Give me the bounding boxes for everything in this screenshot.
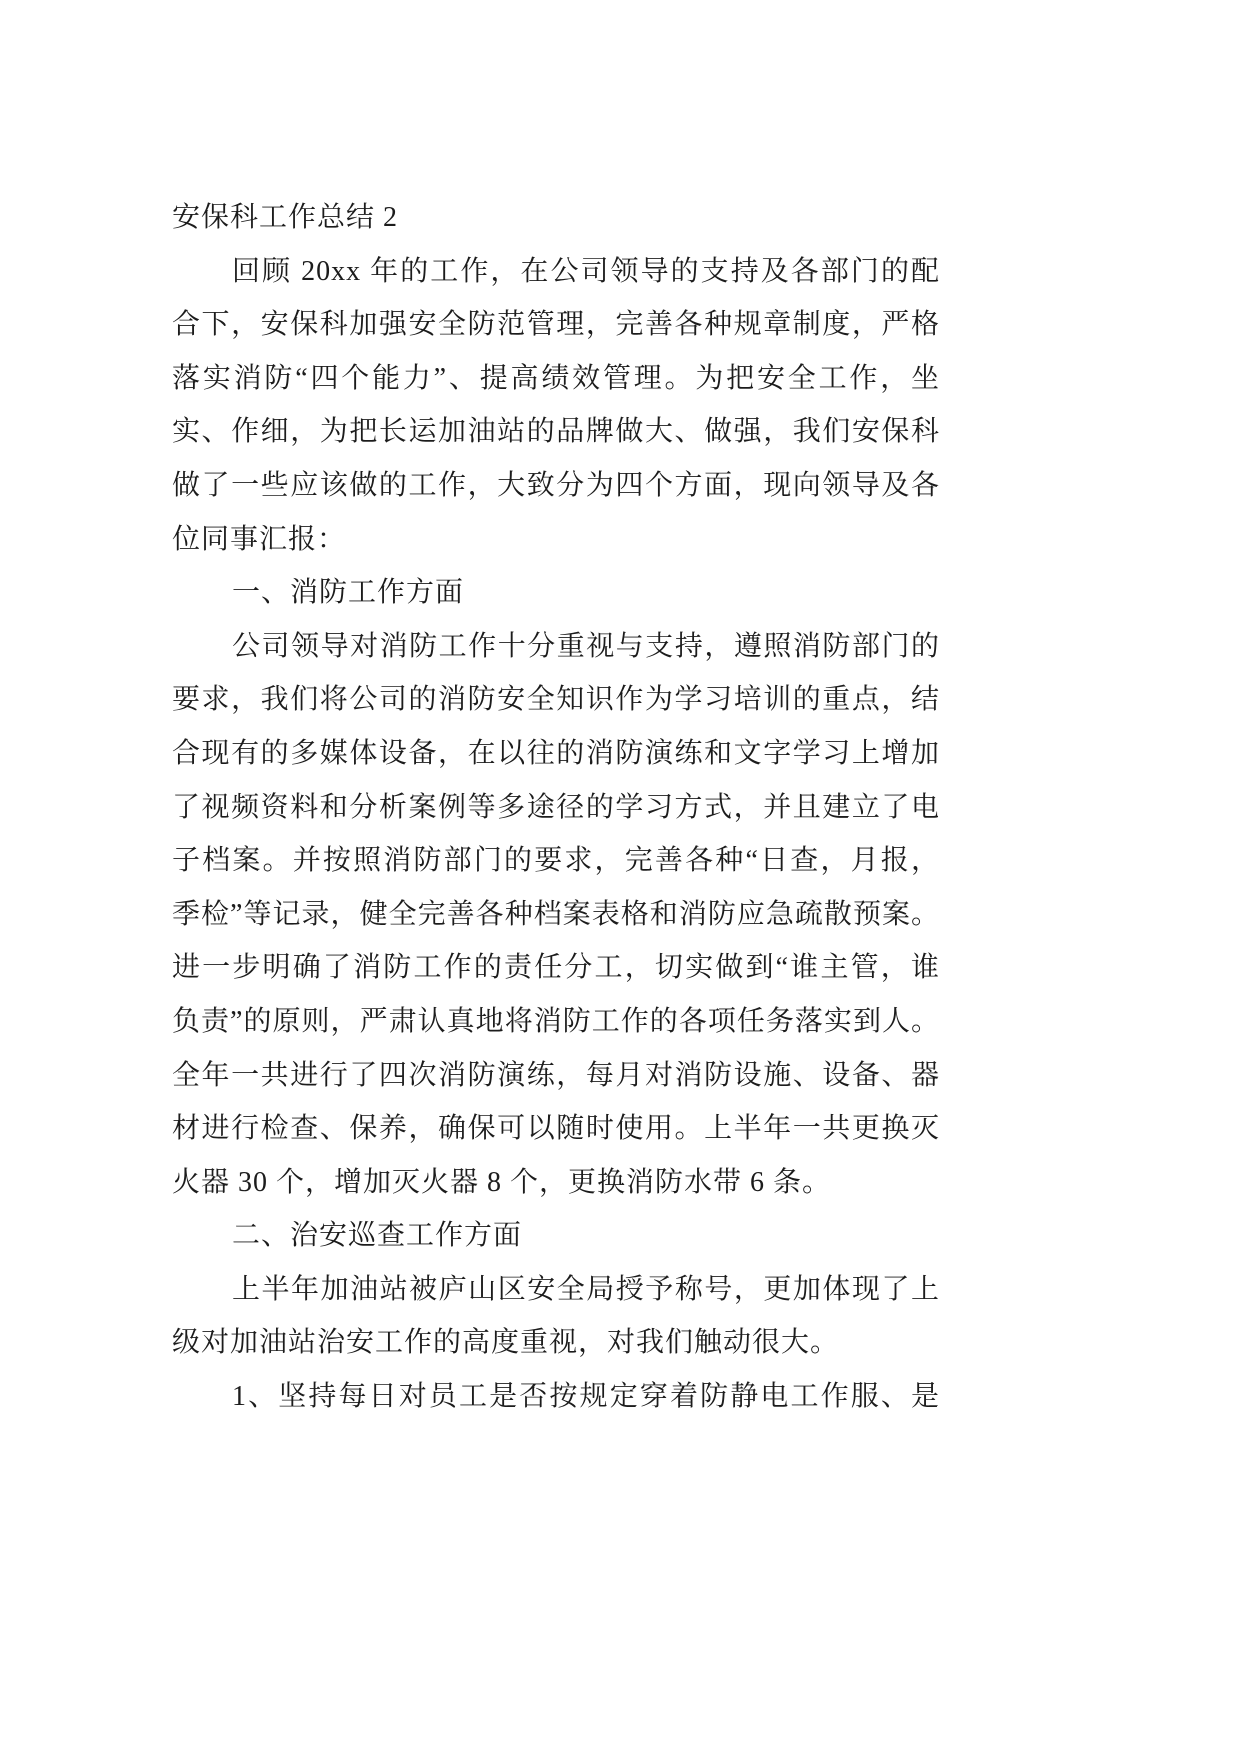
numbered-item-paragraph: [172, 1370, 940, 1424]
text-line: 上半年加油站被庐山区安全局授予称号，更加体现了上: [232, 1273, 940, 1305]
text-line: 进一步明确了消防工作的责任分工，切实做到“谁主管，谁: [172, 952, 940, 984]
fire-work-paragraph: [172, 620, 940, 1210]
text-line: 材进行检查、保养，确保可以随时使用。上半年一共更换灭: [172, 1113, 940, 1145]
text-line: 子档案。并按照消防部门的要求，完善各种“日查，月报，: [172, 845, 940, 877]
section-heading: 二、治安巡查工作方面: [232, 1220, 523, 1252]
text-line: 合现有的多媒体设备，在以往的消防演练和文字学习上增加: [172, 737, 940, 769]
text-line: 做了一些应该做的工作，大致分为四个方面，现向领导及各: [172, 469, 940, 501]
text-line: 负责”的原则，严肃认真地将消防工作的各项任务落实到人。: [172, 1005, 940, 1037]
section-heading-fire: [172, 566, 940, 620]
document-title: 安保科工作总结 2: [172, 202, 399, 233]
text-line: 火器 30 个，增加灭火器 8 个，更换消防水带 6 条。: [172, 1166, 832, 1198]
text-line: 落实消防“四个能力”、提高绩效管理。为把安全工作，坐: [172, 362, 940, 394]
security-paragraph: [172, 1263, 940, 1370]
section-heading: 一、消防工作方面: [232, 577, 465, 609]
text-line: 级对加油站治安工作的高度重视，对我们触动很大。: [172, 1327, 840, 1359]
text-line: 合下，安保科加强安全防范管理，完善各种规章制度，严格: [172, 309, 940, 341]
text-line: 要求，我们将公司的消防安全知识作为学习培训的重点，结: [172, 684, 940, 716]
text-line: 1、坚持每日对员工是否按规定穿着防静电工作服、是: [232, 1381, 940, 1413]
text-line: 实、作细，为把长运加油站的品牌做大、做强，我们安保科: [172, 416, 940, 448]
text-line: 位同事汇报：: [172, 523, 347, 555]
intro-paragraph: [172, 245, 940, 567]
text-line: 全年一共进行了四次消防演练，每月对消防设施、设备、器: [172, 1059, 940, 1091]
section-heading-security: [172, 1209, 940, 1263]
text-line: 公司领导对消防工作十分重视与支持，遵照消防部门的: [232, 630, 940, 662]
text-line: 回顾 20xx 年的工作，在公司领导的支持及各部门的配: [232, 255, 940, 287]
text-line: 了视频资料和分析案例等多途径的学习方式，并且建立了电: [172, 791, 940, 823]
document-body: [172, 191, 940, 1424]
text-line: 季检”等记录，健全完善各种档案表格和消防应急疏散预案。: [172, 898, 940, 930]
